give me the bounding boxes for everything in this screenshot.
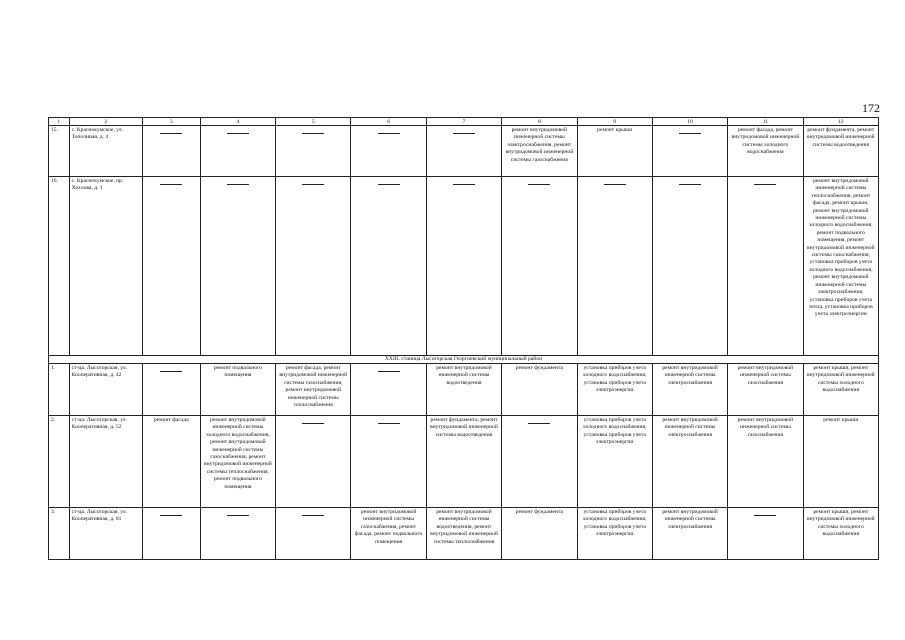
work-cell: ремонт внутридомовой инженерной системы холодного водоснабжения, ремонт внутридомовой инженерной системы газоснабжения, ремонт внутридомовой инженерной системы теплоснабжения, ремонт подвального помещения [200,416,275,508]
empty-cell [351,416,426,508]
work-cell: ремонт внутридомовой инженерной системы электроснабжения [652,416,727,508]
row-number: 16. [49,177,70,356]
col-header: 10 [652,118,727,126]
work-cell: ремонт подвального помещения [200,364,275,416]
dash-mark [160,371,182,372]
work-cell: ремонт внутридомовой инженерной системы электроснабжения [652,508,727,560]
empty-cell [276,508,351,560]
dash-mark [453,133,475,134]
col-header: 5 [276,118,351,126]
empty-cell [502,177,577,356]
empty-cell [276,416,351,508]
dash-mark [160,515,182,516]
work-cell: ремонт фундамента, ремонт внутридомовой инженерной системы водоотведения [803,126,878,177]
section-heading-row [49,356,879,364]
address-cell: ст-ца. Лысогорская, ул. Кооперативная, д. 42 [69,364,142,416]
work-cell: ремонт фундамента [502,364,577,416]
dash-mark [378,423,400,424]
col-header: 11 [728,118,803,126]
work-cell: ремонт крыши, ремонт внутридомовой инженерной системы холодного водоснабжения [803,364,878,416]
section-title: XXIII. станица Лысогорская Георгиевский муниципальный район [49,356,879,364]
empty-cell [276,126,351,177]
dash-mark [453,184,475,185]
empty-cell [351,126,426,177]
dash-mark [227,184,249,185]
work-cell: ремонт крыши [577,126,652,177]
address-cell: с. Краснокумское, ул. Тополиная, д. 4 [69,126,142,177]
empty-cell [577,177,652,356]
col-header: 4 [200,118,275,126]
address-cell: с. Краснокумское, пр. Хохлова, д. 1 [69,177,142,356]
dash-mark [160,184,182,185]
table-row [49,508,879,560]
empty-cell [426,126,501,177]
empty-cell [200,126,275,177]
dash-mark [227,515,249,516]
table-row [49,126,879,177]
empty-cell [728,177,803,356]
work-cell: ремонт фасада, ремонт внутридомовой инженерной системы газоснабжения, ремонт внутридомовой инженерной системы теплоснабжения [276,364,351,416]
dash-mark [378,133,400,134]
col-header: 7 [426,118,501,126]
dash-mark [528,184,550,185]
dash-mark [604,184,626,185]
table-row [49,177,879,356]
empty-cell [142,126,200,177]
col-header: 6 [351,118,426,126]
work-cell: ремонт крыши [803,416,878,508]
empty-cell [200,508,275,560]
empty-cell [351,364,426,416]
dash-mark [302,515,324,516]
work-cell: ремонт крыши, ремонт внутридомовой инженерной системы холодного водоснабжения [803,508,878,560]
dash-mark [679,184,701,185]
row-number: 2. [49,416,70,508]
col-header: 12 [803,118,878,126]
dash-mark [679,133,701,134]
empty-cell [142,508,200,560]
address-cell: ст-ца. Лысогорская, ул. Кооперативная, д. 52 [69,416,142,508]
dash-mark [302,423,324,424]
dash-mark [528,423,550,424]
work-cell: ремонт внутридомовой инженерной системы электроснабжения [652,364,727,416]
work-cell: ремонт внутридомовой инженерной системы водоотведения [426,364,501,416]
dash-mark [754,184,776,185]
dash-mark [160,133,182,134]
row-number: 3. [49,508,70,560]
empty-cell [652,177,727,356]
work-cell: установка приборов учета холодного водоснабжения, установка приборов учета электроэнергии [577,416,652,508]
empty-cell [142,177,200,356]
row-number: 1. [49,364,70,416]
work-cell: ремонт фундамента, ремонт внутридомовой инженерной системы водоотведения [426,416,501,508]
empty-cell [142,364,200,416]
table-row [49,416,879,508]
dash-mark [378,184,400,185]
repair-schedule-table [48,117,879,560]
empty-cell [502,416,577,508]
row-number: 15. [49,126,70,177]
table-row [49,364,879,416]
work-cell: ремонт фасада, ремонт внутридомовой инженерной системы холодного водоснабжения [728,126,803,177]
col-header: 9 [577,118,652,126]
address-cell: ст-ца. Лысогорская, ул. Кооперативная, д. 81 [69,508,142,560]
work-cell: ремонт фундамента [502,508,577,560]
column-number-row [49,118,879,126]
dash-mark [302,184,324,185]
work-cell: ремонт внутридомовой инженерной системы газоснабжения [728,416,803,508]
work-cell: установка приборов учета холодного водоснабжения, установка приборов учета электроэнергии [577,508,652,560]
dash-mark [302,133,324,134]
work-cell: ремонт фасада [142,416,200,508]
empty-cell [351,177,426,356]
work-cell: ремонт внутридомовой инженерной системы газоснабжения [728,364,803,416]
work-cell: ремонт внутридомовой инженерной системы теплоснабжения, ремонт фасада, ремонт крыши, ремонт внутридомовой инженерной системы холодного водоснабжения, ремонт подвального помещения, ремонт внутридомовой инженерной системы газоснабжения, установка приборов учета холодного водоснабжения, ремонт внутридомовой инженерной системы электроснабжения, установка приборов учета тепла, установка приборов учета электроэнергии [803,177,878,356]
page-number: 172 [862,101,880,115]
col-header: 1 [49,118,70,126]
empty-cell [276,177,351,356]
col-header: 2 [69,118,142,126]
empty-cell [200,177,275,356]
dash-mark [227,133,249,134]
empty-cell [426,177,501,356]
work-cell: ремонт внутридомовой инженерной системы газоснабжения, ремонт фасада, ремонт подвального помещения [351,508,426,560]
empty-cell [652,126,727,177]
work-cell: ремонт внутридомовой инженерной системы электроснабжения, ремонт внутридомовой инженерной системы газоснабжения [502,126,577,177]
col-header: 3 [142,118,200,126]
dash-mark [378,371,400,372]
empty-cell [728,508,803,560]
work-cell: ремонт внутридомовой инженерной системы водоотведения, ремонт внутридомовой инженерной системы теплоснабжения [426,508,501,560]
dash-mark [754,515,776,516]
col-header: 8 [502,118,577,126]
work-cell: установка приборов учета холодного водоснабжения, установка приборов учета электроэнергии [577,364,652,416]
